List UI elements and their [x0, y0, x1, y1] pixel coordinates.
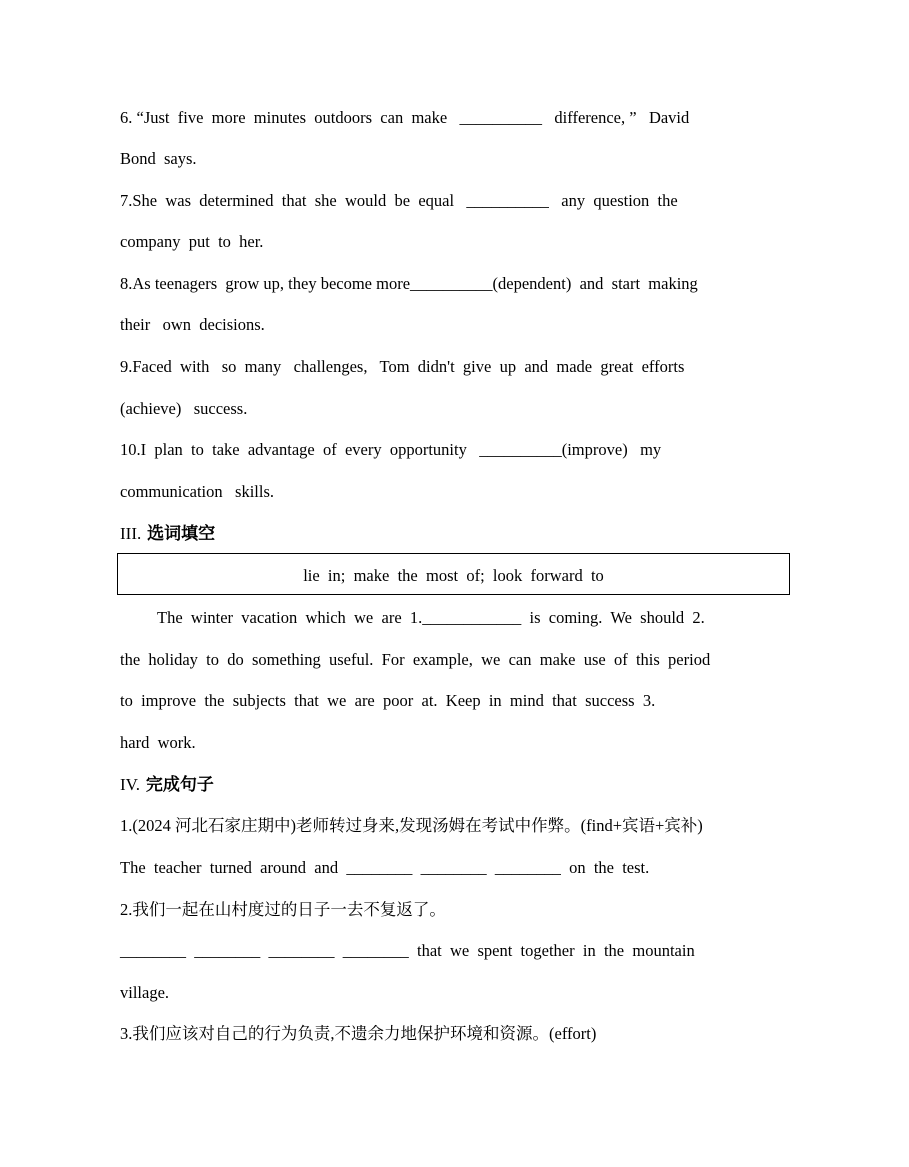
passage-line1: The winter vacation which we are 1.____________ is coming. We should 2.	[157, 608, 705, 627]
s4-q3-prompt: 3.我们应该对自己的行为负责,不遗余力地保护环境和资源。(effort)	[120, 1024, 597, 1043]
q10-line1: 10.I plan to take advantage of every opportunity __________(improve) my	[120, 440, 662, 459]
q7-line2: company put to her.	[120, 232, 264, 251]
word-box	[117, 553, 790, 595]
q9-line2: (achieve) success.	[120, 399, 248, 418]
q6-line2: Bond says.	[120, 149, 197, 168]
q9-line1: 9.Faced with so many challenges, Tom didn't give up and made great efforts	[120, 357, 685, 376]
passage-line3: to improve the subjects that we are poor at. Keep in mind that success 3.	[120, 691, 656, 710]
s4-q2-prompt: 2.我们一起在山村度过的日子一去不复返了。	[120, 900, 446, 919]
s4-q1-answer: The teacher turned around and ________ ________ ________ on the test.	[120, 858, 650, 877]
s4-q2-answer: ________ ________ ________ ________ that we spent together in the mountain	[120, 941, 695, 960]
section-3-number: III.	[120, 524, 142, 543]
section-3-heading	[120, 525, 215, 543]
q8-line2: their own decisions.	[120, 315, 265, 334]
s4-q1-prompt: 1.(2024 河北石家庄期中)老师转过身来,发现汤姆在考试中作弊。(find+宾语+宾补)	[120, 816, 703, 835]
section-4-heading	[120, 776, 214, 794]
passage-line2: the holiday to do something useful. For example, we can make use of this period	[120, 650, 711, 669]
q8-line1: 8.As teenagers grow up, they become more__________(dependent) and start making	[120, 274, 698, 293]
q10-line2: communication skills.	[120, 482, 274, 501]
q7-line1: 7.She was determined that she would be equal __________ any question the	[120, 191, 678, 210]
section-4-number: IV.	[120, 775, 140, 794]
passage-line4: hard work.	[120, 733, 196, 752]
section-3-title: 选词填空	[147, 524, 216, 544]
section-4-title: 完成句子	[145, 775, 214, 795]
word-box-text: lie in; make the most of; look forward to	[303, 566, 604, 585]
s4-q2-answer-cont: village.	[120, 983, 170, 1002]
q6-line1: 6. “Just five more minutes outdoors can make __________ difference, ” David	[120, 108, 690, 127]
